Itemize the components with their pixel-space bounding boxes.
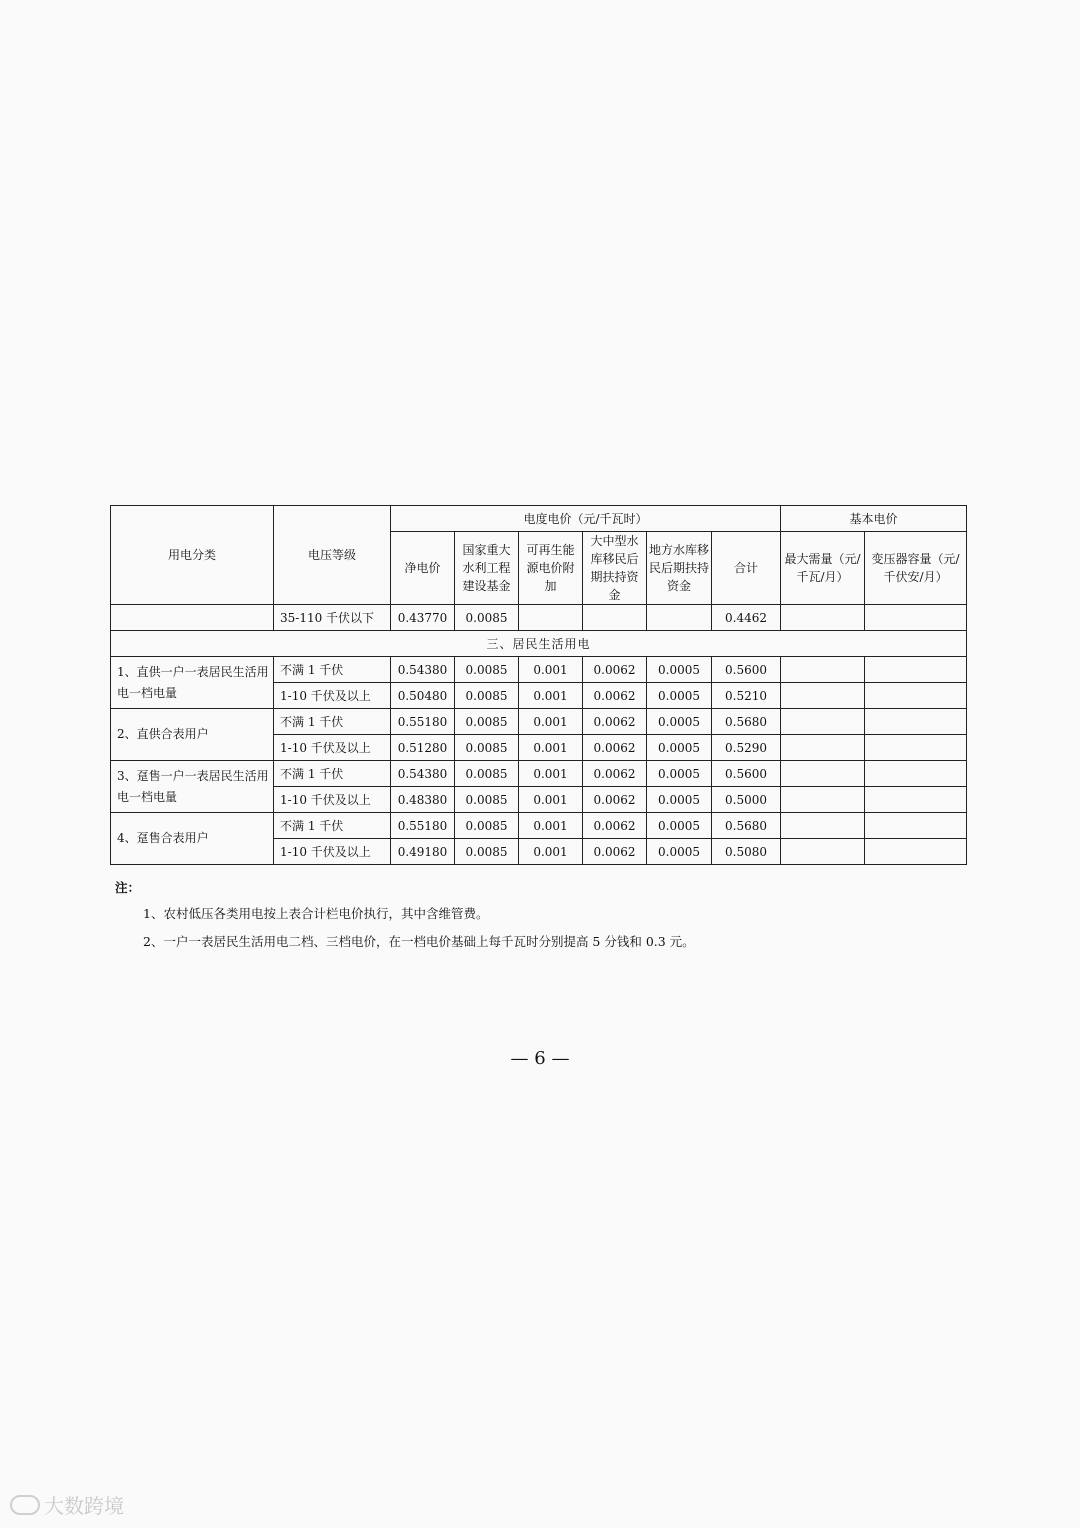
cell-renewable: 0.001 — [519, 787, 583, 813]
cell-renewable: 0.001 — [519, 735, 583, 761]
cell-local-reservoir: 0.0005 — [647, 709, 712, 735]
cell-local-reservoir: 0.0005 — [647, 683, 712, 709]
cell-category: 2、直供合表用户 — [111, 709, 274, 761]
cell-net-price: 0.49180 — [391, 839, 455, 865]
cell-renewable: 0.001 — [519, 657, 583, 683]
watermark-logo-icon — [10, 1495, 40, 1515]
notes — [115, 878, 965, 960]
cell-transformer-capacity — [865, 813, 967, 839]
cell-local-reservoir: 0.0005 — [647, 761, 712, 787]
cell-voltage: 不满 1 千伏 — [274, 709, 391, 735]
notes-title: 注： — [115, 880, 141, 895]
header-transformer-capacity: 变压器容量（元/千伏安/月） — [865, 532, 967, 605]
cell-category: 4、趸售合表用户 — [111, 813, 274, 865]
table-row — [111, 761, 967, 787]
cell-total: 0.4462 — [712, 605, 781, 631]
cell-net-price: 0.51280 — [391, 735, 455, 761]
cell-large-reservoir: 0.0062 — [583, 735, 647, 761]
header-voltage: 电压等级 — [274, 506, 391, 605]
header-net-price: 净电价 — [391, 532, 455, 605]
cell-net-price: 0.50480 — [391, 683, 455, 709]
cell-renewable — [519, 605, 583, 631]
cell-net-price: 0.54380 — [391, 761, 455, 787]
table-row — [111, 709, 967, 735]
cell-category: 1、直供一户一表居民生活用电一档电量 — [111, 657, 274, 709]
cell-large-reservoir — [583, 605, 647, 631]
cell-water-fund: 0.0085 — [455, 657, 519, 683]
cell-water-fund: 0.0085 — [455, 683, 519, 709]
cell-max-demand — [781, 709, 865, 735]
cell-total: 0.5600 — [712, 657, 781, 683]
cell-water-fund: 0.0085 — [455, 839, 519, 865]
cell-voltage: 不满 1 千伏 — [274, 813, 391, 839]
cell-max-demand — [781, 735, 865, 761]
cell-large-reservoir: 0.0062 — [583, 761, 647, 787]
cell-max-demand — [781, 839, 865, 865]
cell-net-price: 0.55180 — [391, 813, 455, 839]
cell-category — [111, 605, 274, 631]
cell-total: 0.5680 — [712, 709, 781, 735]
header-category: 用电分类 — [111, 506, 274, 605]
table-row — [111, 813, 967, 839]
cell-max-demand — [781, 605, 865, 631]
cell-voltage: 1-10 千伏及以上 — [274, 839, 391, 865]
cell-renewable: 0.001 — [519, 761, 583, 787]
cell-voltage: 35-110 千伏以下 — [274, 605, 391, 631]
cell-water-fund: 0.0085 — [455, 813, 519, 839]
section-row — [111, 631, 967, 657]
cell-water-fund: 0.0085 — [455, 709, 519, 735]
cell-local-reservoir: 0.0005 — [647, 813, 712, 839]
cell-voltage: 1-10 千伏及以上 — [274, 787, 391, 813]
cell-local-reservoir: 0.0005 — [647, 787, 712, 813]
watermark-text: 大数跨境 — [44, 1494, 124, 1518]
cell-large-reservoir: 0.0062 — [583, 839, 647, 865]
header-water-fund: 国家重大水利工程建设基金 — [455, 532, 519, 605]
header-renewable: 可再生能源电价附加 — [519, 532, 583, 605]
cell-water-fund: 0.0085 — [455, 787, 519, 813]
header-max-demand: 最大需量（元/千瓦/月） — [781, 532, 865, 605]
cell-category: 3、趸售一户一表居民生活用电一档电量 — [111, 761, 274, 813]
table-row — [111, 657, 967, 683]
cell-large-reservoir: 0.0062 — [583, 709, 647, 735]
cell-net-price: 0.43770 — [391, 605, 455, 631]
cell-total: 0.5080 — [712, 839, 781, 865]
cell-transformer-capacity — [865, 839, 967, 865]
watermark — [10, 1490, 124, 1519]
cell-transformer-capacity — [865, 683, 967, 709]
cell-renewable: 0.001 — [519, 709, 583, 735]
cell-total: 0.5290 — [712, 735, 781, 761]
cell-net-price: 0.55180 — [391, 709, 455, 735]
cell-water-fund: 0.0085 — [455, 761, 519, 787]
electricity-tariff-table — [110, 505, 967, 865]
cell-large-reservoir: 0.0062 — [583, 657, 647, 683]
note-item: 1、农村低压各类用电按上表合计栏电价执行，其中含维管费。 — [143, 906, 489, 921]
cell-total: 0.5680 — [712, 813, 781, 839]
cell-total: 0.5600 — [712, 761, 781, 787]
cell-net-price: 0.48380 — [391, 787, 455, 813]
header-large-reservoir: 大中型水库移民后期扶持资金 — [583, 532, 647, 605]
cell-max-demand — [781, 657, 865, 683]
cell-transformer-capacity — [865, 709, 967, 735]
cell-water-fund: 0.0085 — [455, 735, 519, 761]
cell-total: 0.5210 — [712, 683, 781, 709]
cell-transformer-capacity — [865, 735, 967, 761]
cell-net-price: 0.54380 — [391, 657, 455, 683]
cell-large-reservoir: 0.0062 — [583, 813, 647, 839]
cell-transformer-capacity — [865, 657, 967, 683]
cell-local-reservoir — [647, 605, 712, 631]
cell-voltage: 1-10 千伏及以上 — [274, 683, 391, 709]
header-energy-price-group: 电度电价（元/千瓦时） — [391, 506, 781, 532]
cell-local-reservoir: 0.0005 — [647, 839, 712, 865]
note-item: 2、一户一表居民生活用电二档、三档电价，在一档电价基础上每千瓦时分别提高 5 分钱和 0.3 元。 — [143, 934, 695, 949]
cell-transformer-capacity — [865, 787, 967, 813]
cell-large-reservoir: 0.0062 — [583, 787, 647, 813]
cell-transformer-capacity — [865, 605, 967, 631]
cell-renewable: 0.001 — [519, 839, 583, 865]
cell-water-fund: 0.0085 — [455, 605, 519, 631]
cell-renewable: 0.001 — [519, 813, 583, 839]
cell-renewable: 0.001 — [519, 683, 583, 709]
cell-max-demand — [781, 787, 865, 813]
cell-total: 0.5000 — [712, 787, 781, 813]
header-local-reservoir: 地方水库移民后期扶持资金 — [647, 532, 712, 605]
header-basic-price-group: 基本电价 — [781, 506, 967, 532]
section-title: 三、居民生活用电 — [111, 631, 967, 657]
cell-max-demand — [781, 761, 865, 787]
cell-local-reservoir: 0.0005 — [647, 735, 712, 761]
header-total: 合计 — [712, 532, 781, 605]
cell-transformer-capacity — [865, 761, 967, 787]
table-row — [111, 605, 967, 631]
cell-max-demand — [781, 683, 865, 709]
cell-local-reservoir: 0.0005 — [647, 657, 712, 683]
cell-voltage: 不满 1 千伏 — [274, 761, 391, 787]
page-number: — 6 — — [510, 1048, 570, 1069]
cell-voltage: 不满 1 千伏 — [274, 657, 391, 683]
cell-large-reservoir: 0.0062 — [583, 683, 647, 709]
cell-max-demand — [781, 813, 865, 839]
cell-voltage: 1-10 千伏及以上 — [274, 735, 391, 761]
